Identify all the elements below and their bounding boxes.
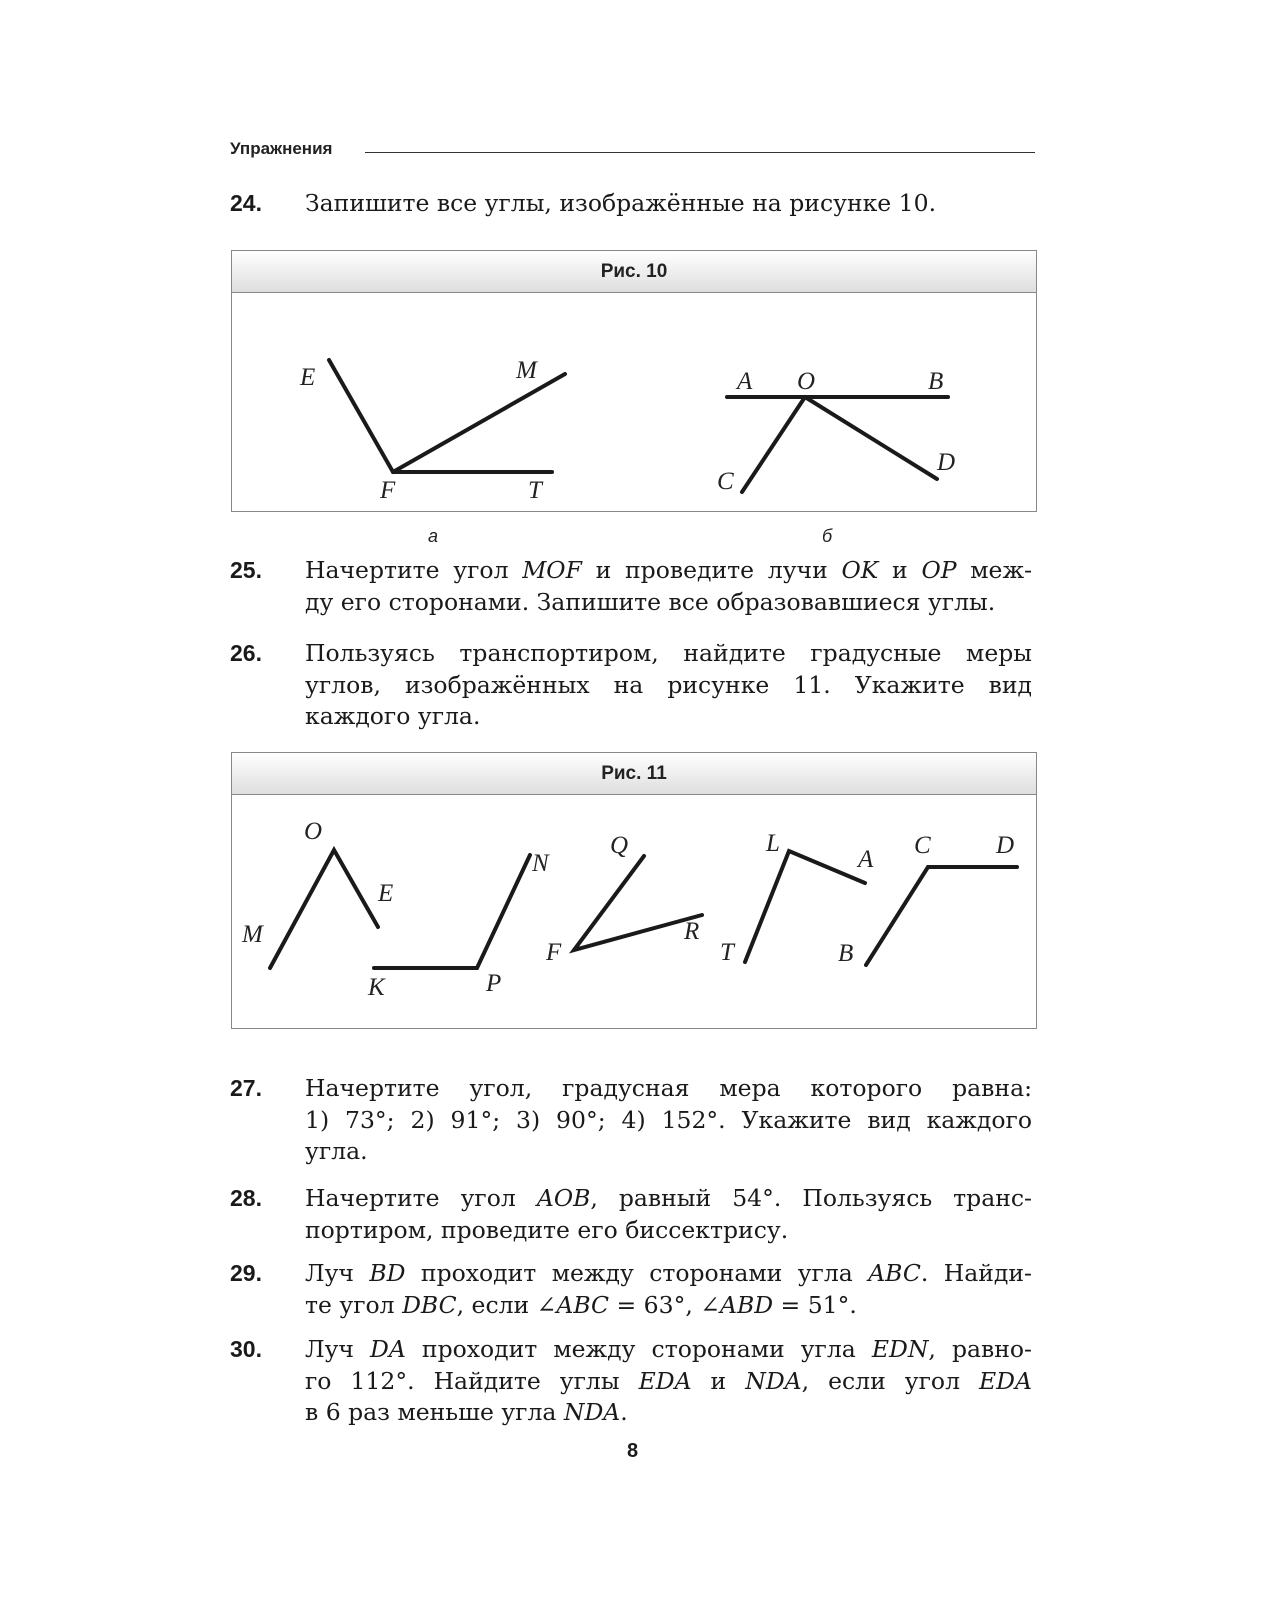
figure-10-drawing <box>232 293 1036 546</box>
exercise-30-line-2: го 112°. Найдите углы EDA и NDA, если угол EDA <box>305 1366 1032 1395</box>
figure-11-drawing <box>232 795 1036 1027</box>
point-label-o: O <box>304 818 323 845</box>
ray-od <box>805 397 937 479</box>
exercise-27-line-2: 1) 73°; 2) 91°; 3) 90°; 4) 152°. Укажите вид каждого <box>305 1105 1032 1134</box>
ray-fe <box>329 360 393 472</box>
exercise-30-line-3: в 6 раз меньше угла NDA. <box>305 1398 628 1426</box>
exercise-29-text <box>305 1258 1032 1321</box>
exercise-27-text <box>305 1073 1032 1168</box>
point-label-c: C <box>717 468 734 495</box>
exercise-24-line: Запишите все углы, изображённые на рисунке 10. <box>305 189 937 217</box>
exercise-24-text <box>305 188 1032 220</box>
point-label-p: P <box>486 970 502 997</box>
ray-oc <box>742 397 805 492</box>
point-label-t: T <box>720 939 734 966</box>
point-label-l: L <box>766 830 780 857</box>
exercise-29-number: 29. <box>230 1260 262 1286</box>
section-divider <box>365 152 1035 153</box>
angle-qfr <box>574 856 702 950</box>
point-label-f: F <box>546 939 562 966</box>
point-label-r: R <box>684 918 700 945</box>
point-label-d: D <box>937 449 956 476</box>
point-label-m: M <box>242 921 263 948</box>
exercise-26-text <box>305 638 1032 733</box>
point-label-a: A <box>737 368 753 395</box>
page-number: 8 <box>626 1440 639 1462</box>
exercise-25-text <box>305 555 1032 618</box>
point-label-o: O <box>797 368 816 395</box>
exercise-28-text <box>305 1183 1032 1246</box>
point-label-e: E <box>378 880 394 907</box>
exercise-26-number: 26. <box>230 640 262 666</box>
figure-10-sub-b: б <box>822 526 833 546</box>
point-label-b: B <box>928 368 944 395</box>
exercise-27-line-1: Начертите угол, градусная мера которого равна: <box>305 1074 1032 1102</box>
angle-bcd <box>866 867 1017 965</box>
point-label-n: N <box>532 850 549 877</box>
exercise-28-number: 28. <box>230 1185 262 1211</box>
ray-fm <box>393 374 565 472</box>
figure-11 <box>231 752 1037 1029</box>
exercise-26-line-1: Пользуясь транспортиром, найдите градусные меры <box>305 639 1032 667</box>
exercise-24-number: 24. <box>230 190 262 216</box>
exercise-28-line-2: портиром, проведите его биссектрису. <box>305 1215 789 1244</box>
exercise-29-line-2: те угол DBC, если ∠ABC = 63°, ∠ABD = 51°. <box>305 1290 857 1319</box>
exercise-25-line-2: ду его сторонами. Запишите все образовавшиеся углы. <box>305 587 996 616</box>
point-label-d: D <box>996 832 1015 859</box>
section-title: Упражнения <box>230 139 333 158</box>
exercise-27-line-3: угла. <box>305 1137 368 1165</box>
point-label-t: T <box>528 477 542 504</box>
exercise-25-line-1: Начертите угол MOF и проведите лучи OK и OP меж- <box>305 556 1033 584</box>
point-label-b: B <box>838 940 854 967</box>
point-label-a: A <box>858 846 874 873</box>
point-label-m: M <box>516 357 537 384</box>
angle-kpn <box>374 855 530 968</box>
exercise-27-number: 27. <box>230 1075 262 1101</box>
figure-10-sub-a: а <box>428 526 439 546</box>
point-label-q: Q <box>610 832 629 859</box>
point-label-f: F <box>380 477 396 504</box>
figure-11-caption: Рис. 11 <box>232 753 1036 795</box>
exercise-30-line-1: Луч DA проходит между сторонами угла EDN, равно- <box>305 1335 1032 1363</box>
exercise-26-line-2: углов, изображённых на рисунке 11. Укажите вид <box>305 670 1032 699</box>
point-label-k: K <box>368 974 385 1001</box>
angle-moe <box>270 850 378 968</box>
exercise-26-line-3: каждого угла. <box>305 702 481 730</box>
exercise-30-text <box>305 1334 1032 1429</box>
exercise-25-number: 25. <box>230 557 262 583</box>
exercise-28-line-1: Начертите угол AOB, равный 54°. Пользуясь транс- <box>305 1184 1032 1212</box>
point-label-e: E <box>300 364 316 391</box>
exercise-29-line-1: Луч BD проходит между сторонами угла ABC. Найди- <box>305 1259 1032 1287</box>
point-label-c: C <box>914 832 931 859</box>
figure-10 <box>231 250 1037 546</box>
exercise-30-number: 30. <box>230 1336 262 1362</box>
figure-10-caption: Рис. 10 <box>232 251 1036 293</box>
